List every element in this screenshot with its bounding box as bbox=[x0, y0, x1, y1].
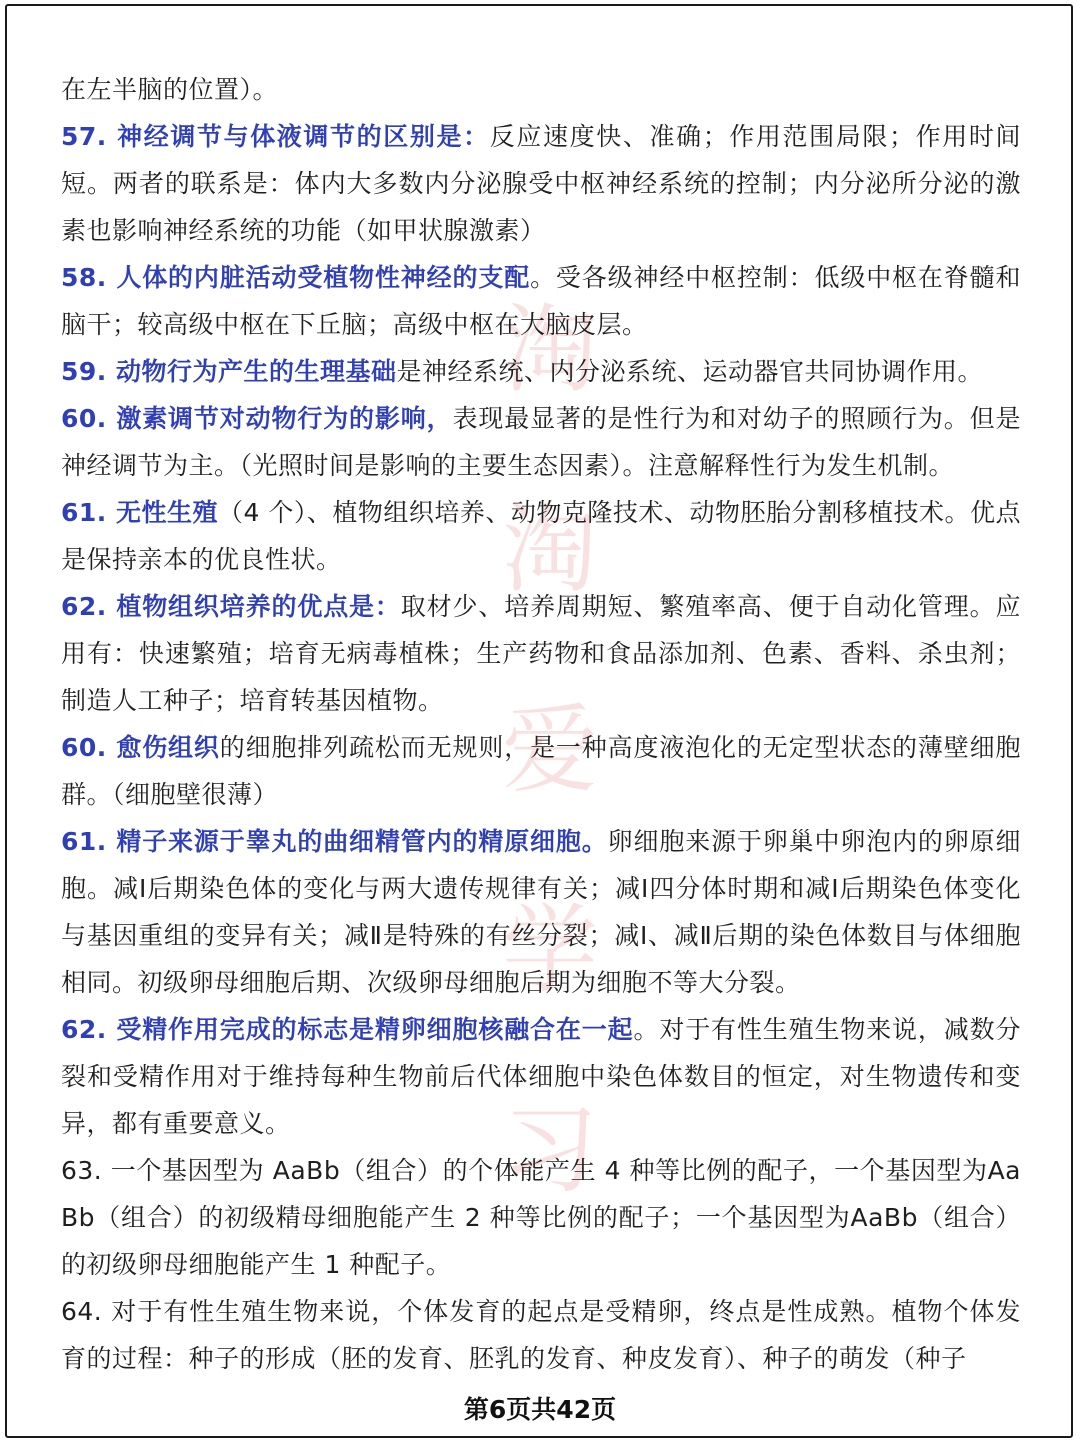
paragraph-heading: 57. 神经调节与体液调节的区别是： bbox=[61, 122, 490, 151]
paragraph-62 bbox=[61, 583, 1021, 724]
watermark-char: 习 bbox=[502, 1094, 598, 1206]
paragraph-61 bbox=[61, 489, 1021, 583]
paragraph-text: （4 个）、植物组织培养、动物克隆技术、动物胚胎分割移植技术。优点是保持亲本的优良性状。 bbox=[61, 498, 1021, 574]
paragraph-text: 。对于有性生殖生物来说，减数分裂和受精作用对于维持每种生物前后代体细胞中染色体数目的恒定，对生物遗传和变异，都有重要意义。 bbox=[61, 1015, 1021, 1138]
paragraph-heading: 61. 精子来源于睾丸的曲细精管内的精原细胞。 bbox=[61, 827, 608, 856]
watermark-char: 爱 bbox=[502, 694, 598, 806]
paragraph-61b bbox=[61, 818, 1021, 1006]
paragraph-text: 表现最显著的是性行为和对幼子的照顾行为。但是神经调节为主。（光照时间是影响的主要生态因素）。注意解释性行为发生机制。 bbox=[61, 404, 1021, 480]
paragraph-59 bbox=[61, 348, 1021, 395]
document-body bbox=[61, 66, 1021, 1382]
watermark-char: 学 bbox=[502, 894, 598, 1006]
paragraph-58 bbox=[61, 254, 1021, 348]
paragraph-63 bbox=[61, 1147, 1021, 1288]
paragraph-heading: 58. 人体的内脏活动受植物性神经的支配 bbox=[61, 263, 531, 292]
paragraph-60 bbox=[61, 395, 1021, 489]
paragraph-text: 。受各级神经中枢控制：低级中枢在脊髓和脑干；较高级中枢在下丘脑；高级中枢在大脑皮层。 bbox=[61, 263, 1021, 339]
paragraph-62b bbox=[61, 1006, 1021, 1147]
paragraph-heading: 60. 愈伤组织 bbox=[61, 733, 220, 762]
paragraph-60b bbox=[61, 724, 1021, 818]
paragraph-text: 是神经系统、内分泌系统、运动器官共同协调作用。 bbox=[396, 357, 984, 386]
page-number: 第6页共42页 bbox=[463, 1395, 617, 1424]
paragraph-continued bbox=[61, 66, 1021, 113]
paragraph-text: 卵细胞来源于卵巢中卵泡内的卵原细胞。减Ⅰ后期染色体的变化与两大遗传规律有关；减Ⅰ四分体时期和减Ⅰ后期染色体变化与基因重组的变异有关；减Ⅱ是特殊的有丝分裂；减Ⅰ、减Ⅱ后期的染色体数目与体细胞相同。初级卵母细胞后期、次级卵母细胞后期为细胞不等大分裂。 bbox=[61, 827, 1021, 997]
watermark-char: 淘 bbox=[502, 494, 598, 606]
paragraph-64 bbox=[61, 1288, 1021, 1382]
paragraph-heading: 62. 植物组织培养的优点是： bbox=[61, 592, 401, 621]
paragraph-heading: 59. 动物行为产生的生理基础 bbox=[61, 357, 397, 386]
paragraph-text: 反应速度快、准确；作用范围局限；作用时间短。两者的联系是：体内大多数内分泌腺受中枢神经系统的控制；内分泌所分泌的激素也影响神经系统的功能（如甲状腺激素） bbox=[61, 122, 1021, 245]
paragraph-heading: 62. 受精作用完成的标志是精卵细胞核融合在一起 bbox=[61, 1015, 634, 1044]
paragraph-heading: 60. 激素调节对动物行为的影响， bbox=[61, 404, 453, 433]
paragraph-text: 的细胞排列疏松而无规则，是一种高度液泡化的无定型状态的薄壁细胞群。（细胞壁很薄） bbox=[61, 733, 1021, 809]
paragraph-text: 64. 对于有性生殖生物来说，个体发育的起点是受精卵，终点是性成熟。植物个体发育的过程：种子的形成（胚的发育、胚乳的发育、种皮发育）、种子的萌发（种子 bbox=[61, 1297, 1021, 1373]
paragraph-heading: 61. 无性生殖 bbox=[61, 498, 219, 527]
paragraph-text: 63. 一个基因型为 AaBb（组合）的个体能产生 4 种等比例的配子，一个基因型为AaBb（组合）的初级精母细胞能产生 2 种等比例的配子；一个基因型为AaBb（组合）的初级卵母细胞能产生 1 种配子。 bbox=[61, 1156, 1021, 1279]
watermark-char: 淘 bbox=[502, 294, 598, 406]
paragraph-text: 在左半脑的位置）。 bbox=[61, 75, 279, 104]
paragraph-57 bbox=[61, 113, 1021, 254]
paragraph-text: 取材少、培养周期短、繁殖率高、便于自动化管理。应用有：快速繁殖；培育无病毒植株；生产药物和食品添加剂、色素、香料、杀虫剂；制造人工种子；培育转基因植物。 bbox=[61, 592, 1021, 715]
